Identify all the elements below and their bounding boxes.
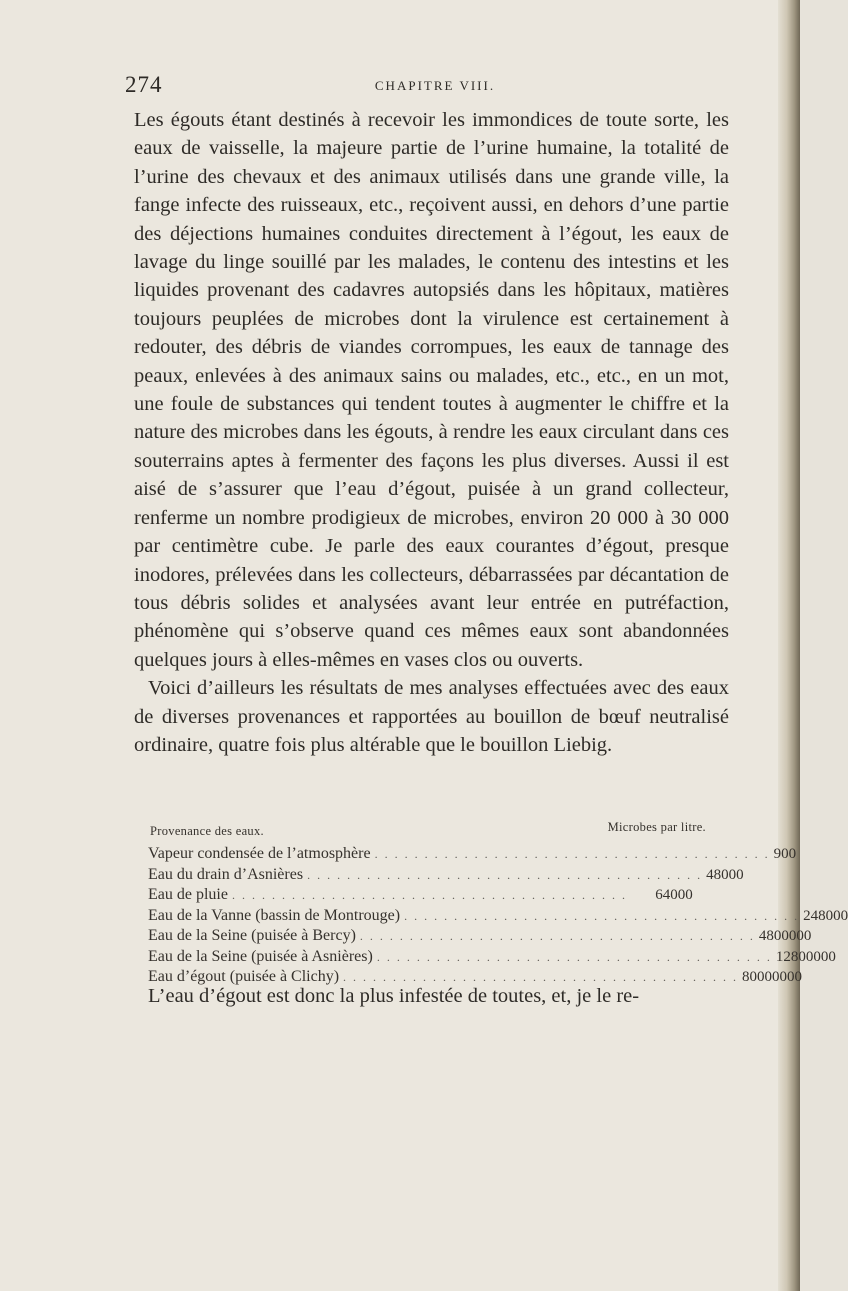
dot-leader: . . . . . . . . . . . . . . . . . . . . . . . . . . . . . . . . . . . . . . . .: [343, 970, 739, 984]
row-source: Eau de la Vanne (bassin de Montrouge): [148, 906, 401, 924]
paragraph-results-intro: Voici d’ailleurs les résultats de mes analyses effectuées avec des eaux de diverses provenances et rapportées au bouillon de bœuf neutralisé ordinaire, quatre fois plus altérable que le bouillon Liebig.: [134, 677, 729, 756]
closing-line: L’eau d’égout est donc la plus infestée de toutes, et, je le re-: [148, 985, 640, 1007]
body-text: [134, 106, 729, 759]
row-count: 64000: [655, 887, 693, 903]
dot-leader: . . . . . . . . . . . . . . . . . . . . . . . . . . . . . . . . . . . . . . . .: [307, 867, 703, 882]
table-row: [148, 906, 848, 927]
row-source: Eau de pluie: [148, 886, 228, 903]
table-header: [148, 820, 708, 844]
row-count: 900: [773, 846, 797, 862]
running-head: CHAPITRE VIII.: [374, 78, 496, 93]
row-source: Eau de la Seine (puisée à Bercy): [148, 927, 356, 944]
row-count: 48000: [706, 866, 744, 883]
dot-leader: . . . . . . . . . . . . . . . . . . . . . . . . . . . . . . . . . . . . . . . .: [374, 847, 770, 861]
row-count: 80000000: [742, 969, 803, 985]
table-row: [148, 865, 744, 886]
microbe-count-table: [148, 820, 848, 988]
row-source: Vapeur condensée de l’atmosphère: [148, 845, 371, 862]
page-edge-shadow: [778, 0, 800, 1291]
table-row: [148, 947, 836, 968]
column-header-count: Microbes par litre.: [607, 820, 706, 834]
table-row: [148, 926, 812, 947]
page-number: 274: [125, 72, 163, 97]
row-count: 12800000: [775, 948, 836, 965]
row-source: Eau du drain d’Asnières: [148, 865, 304, 883]
row-source: Eau de la Seine (puisée à Asnières): [148, 947, 373, 965]
row-source: Eau d’égout (puisée à Clichy): [148, 968, 340, 985]
row-count: 248000: [803, 907, 848, 924]
dot-leader: . . . . . . . . . . . . . . . . . . . . . . . . . . . . . . . . . . . . . . . .: [359, 929, 755, 943]
page-header: [125, 72, 745, 102]
row-count: 4800000: [758, 928, 812, 944]
dot-leader: . . . . . . . . . . . . . . . . . . . . . . . . . . . . . . . . . . . . . . . .: [231, 888, 627, 902]
table-body: [148, 844, 848, 988]
dot-leader: . . . . . . . . . . . . . . . . . . . . . . . . . . . . . . . . . . . . . . . .: [376, 949, 772, 964]
table-row: [148, 885, 708, 906]
dot-leader: . . . . . . . . . . . . . . . . . . . . . . . . . . . . . . . . . . . . . . . .: [404, 908, 800, 923]
paragraph-sewers: Les égouts étant destinés à recevoir les immondices de toute sorte, les eaux de vaisselle, la majeure partie de l’urine humaine, la totalité de l’urine des chevaux et des animaux utilisés dans une grande ville, la fange infecte des ruisseaux, etc., reçoivent aussi, en dehors d’une partie des déjections humaines conduites directement à l’égout, les eaux de lavage du linge souillé par les malades, le contenu des intestins et les liquides provenant des cadavres autopsiés dans les hôpitaux, matières toujours peuplées de microbes dont la virulence est certainement à redouter, des débris de viandes corrompues, les eaux de tannage des peaux, enlevées à des animaux sains ou malades, etc., etc., en un mot, une foule de substances qui tendent toutes à augmenter le chiffre et la nature des microbes dans les égouts, à rendre les eaux circulant dans ces souterrains aptes à fermenter des façons les plus diverses. Aussi il est aisé de s’assurer que l’eau d’égout, puisée à un grand collecteur, renferme un nombre prodigieux de microbes, environ 20 000 à 30 000 par centimètre cube. Je parle des eaux courantes d’égout, presque inodores, prélevées dans les collecteurs, débarrassées par décantation de tous débris solides et analysées avant leur entrée en putréfaction, phénomène qui s’observe quand ces mêmes eaux sont abandonnées quelques jours à elles-mêmes en vases clos ou ouverts.: [134, 109, 729, 671]
table-row: [148, 844, 797, 865]
column-header-source: Provenance des eaux.: [150, 824, 264, 838]
